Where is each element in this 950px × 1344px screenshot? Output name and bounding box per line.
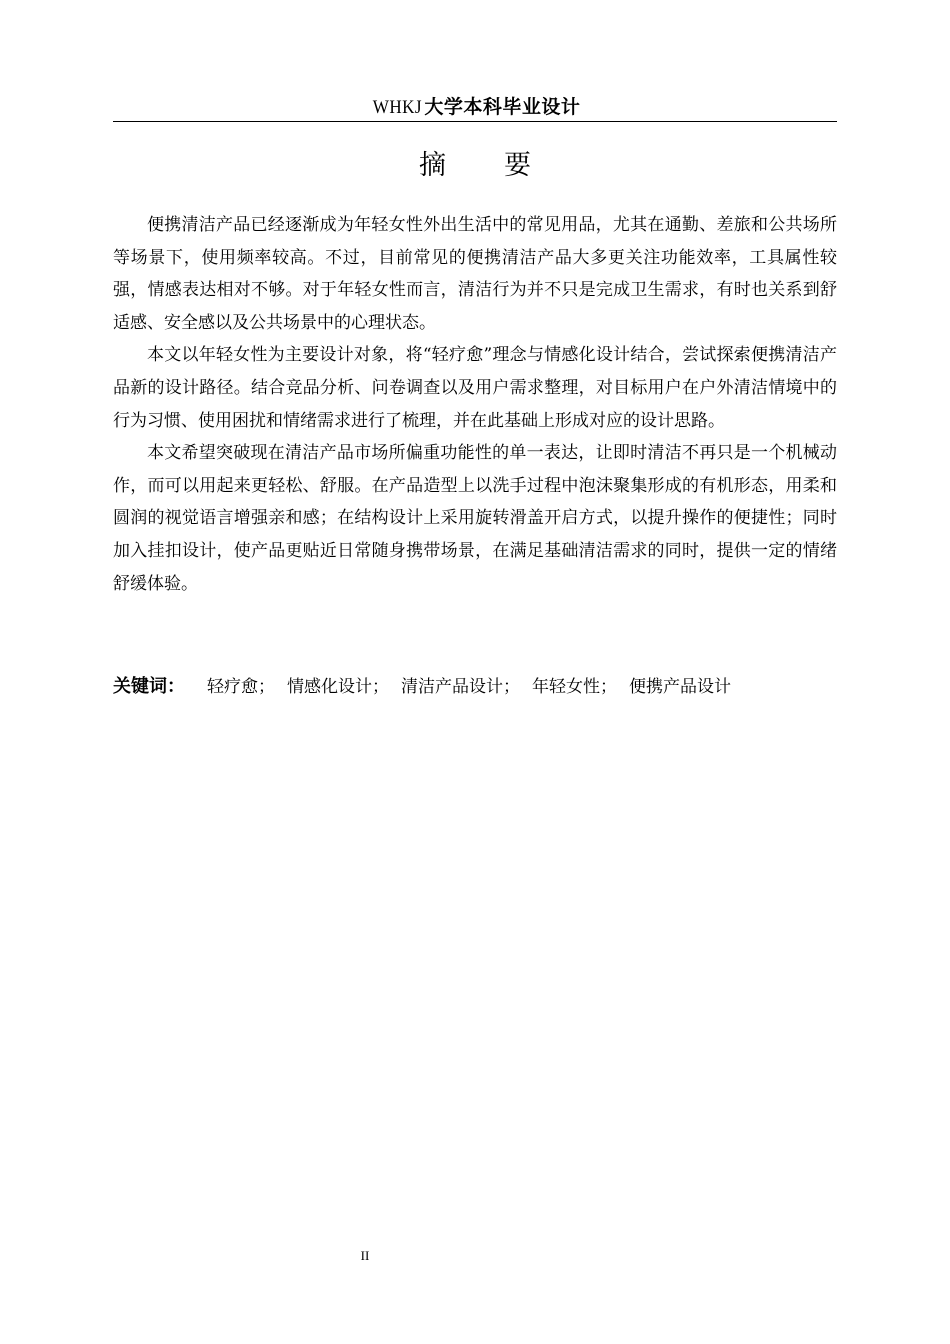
- keyword-1: 轻疗愈: [207, 677, 258, 697]
- header-title: 大学本科毕业设计: [424, 96, 581, 118]
- keyword-4: 年轻女性: [532, 677, 600, 697]
- keywords-line: [113, 671, 837, 703]
- keyword-5: 便携产品设计: [629, 677, 731, 697]
- keyword-separator: ；: [503, 677, 520, 697]
- keyword-separator: ；: [600, 677, 617, 697]
- keywords-label: 关键词：: [113, 676, 185, 697]
- page-title: 摘要: [419, 150, 589, 181]
- abstract-body: [113, 209, 837, 600]
- keyword-2: 情感化设计: [287, 677, 372, 697]
- abstract-paragraph-1: 便携清洁产品已经逐渐成为年轻女性外出生活中的常见用品，尤其在通勤、差旅和公共场所等场景下，使用频率较高。不过，目前常见的便携清洁产品大多更关注功能效率，工具属性较强，情感表达相对不够。对于年轻女性而言，清洁行为并不只是完成卫生需求，有时也关系到舒适感、安全感以及公共场景中的心理状态。: [113, 215, 837, 333]
- abstract-paragraph-2: 本文以年轻女性为主要设计对象，将“轻疗愈”理念与情感化设计结合，尝试探索便携清洁产品新的设计路径。结合竞品分析、问卷调查以及用户需求整理，对目标用户在户外清洁情境中的行为习惯、使用困扰和情绪需求进行了梳理，并在此基础上形成对应的设计思路。: [113, 345, 837, 431]
- keyword-separator: ；: [372, 677, 389, 697]
- keyword-3: 清洁产品设计: [401, 677, 503, 697]
- page-number: II: [360, 1248, 370, 1263]
- header-rule: [113, 121, 837, 122]
- abstract-paragraph-3: 本文希望突破现在清洁产品市场所偏重功能性的单一表达，让即时清洁不再只是一个机械动作，而可以用起来更轻松、舒服。在产品造型上以洗手过程中泡沫聚集形成的有机形态，用柔和圆润的视觉语言增强亲和感；在结构设计上采用旋转滑盖开启方式，以提升操作的便捷性；同时加入挂扣设计，使产品更贴近日常随身携带场景，在满足基础清洁需求的同时，提供一定的情绪舒缓体验。: [113, 443, 837, 594]
- keyword-separator: ；: [258, 677, 275, 697]
- header-prefix: WHKJ: [372, 97, 422, 118]
- running-header: [113, 94, 837, 121]
